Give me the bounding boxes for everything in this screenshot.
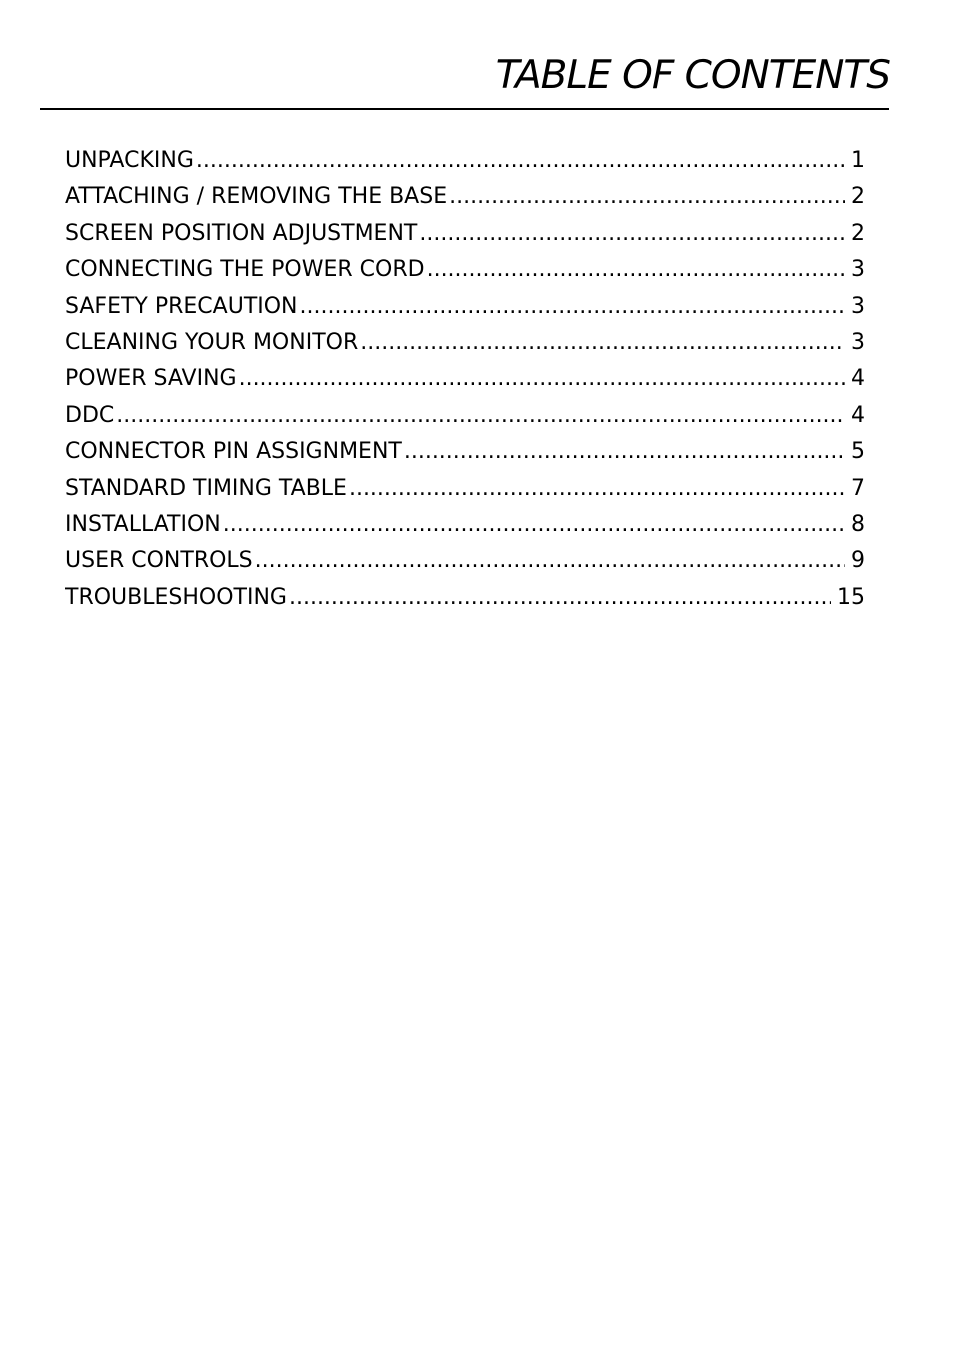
dot-leader	[419, 216, 845, 252]
toc-entry-label: CONNECTING THE POWER CORD	[65, 257, 425, 283]
toc-entry[interactable]	[65, 398, 865, 434]
dot-leader	[300, 289, 845, 325]
toc-entry-label: INSTALLATION	[65, 511, 221, 537]
toc-entry-label: UNPACKING	[65, 148, 194, 173]
toc-entry-label: SAFETY PRECAUTION	[65, 293, 298, 319]
toc-entry-label: STANDARD TIMING TABLE	[65, 475, 347, 501]
dot-leader	[239, 361, 845, 397]
toc-entry[interactable]	[65, 252, 865, 288]
title-divider	[40, 108, 889, 110]
dot-leader	[449, 179, 845, 215]
toc-entry[interactable]	[65, 179, 865, 215]
toc-entry-label: ATTACHING / REMOVING THE BASE	[65, 184, 448, 210]
dot-leader	[349, 471, 845, 507]
toc-entry-page: 8	[851, 511, 865, 537]
toc-entry-label: TROUBLESHOOTING	[65, 584, 287, 610]
toc-list	[65, 143, 865, 616]
toc-entry-label: CLEANING YOUR MONITOR	[65, 329, 359, 355]
page-title: TABLE OF CONTENTS	[495, 53, 890, 98]
toc-entry-page: 1	[851, 148, 865, 173]
toc-entry-page: 15	[837, 584, 865, 610]
dot-leader	[360, 325, 845, 361]
toc-entry-page: 3	[851, 257, 865, 283]
toc-entry-label: CONNECTOR PIN ASSIGNMENT	[65, 439, 402, 465]
toc-entry[interactable]	[65, 543, 865, 579]
toc-entry[interactable]	[65, 361, 865, 397]
toc-entry-page: 7	[851, 475, 865, 501]
toc-entry-page: 2	[851, 220, 865, 246]
toc-entry[interactable]	[65, 471, 865, 507]
dot-leader	[289, 580, 831, 616]
toc-entry[interactable]	[65, 507, 865, 543]
toc-entry-label: POWER SAVING	[65, 366, 237, 392]
toc-entry[interactable]	[65, 325, 865, 361]
toc-entry[interactable]	[65, 289, 865, 325]
toc-entry[interactable]	[65, 143, 865, 179]
toc-entry-page: 4	[851, 402, 865, 428]
toc-entry-label: USER CONTROLS	[65, 548, 253, 574]
toc-entry-page: 3	[851, 329, 865, 355]
dot-leader	[404, 434, 845, 470]
dot-leader	[116, 398, 845, 434]
dot-leader	[223, 507, 845, 543]
toc-entry[interactable]	[65, 216, 865, 252]
toc-entry-page: 2	[851, 184, 865, 210]
toc-entry-label: DDC	[65, 402, 115, 428]
toc-entry-page: 9	[851, 548, 865, 574]
toc-entry-page: 3	[851, 293, 865, 319]
toc-entry-page: 5	[851, 439, 865, 465]
toc-entry-page: 4	[851, 366, 865, 392]
dot-leader	[196, 143, 845, 179]
toc-entry[interactable]	[65, 434, 865, 470]
dot-leader	[427, 252, 845, 288]
toc-entry-label: SCREEN POSITION ADJUSTMENT	[65, 220, 418, 246]
dot-leader	[255, 543, 845, 579]
toc-entry[interactable]	[65, 580, 865, 616]
